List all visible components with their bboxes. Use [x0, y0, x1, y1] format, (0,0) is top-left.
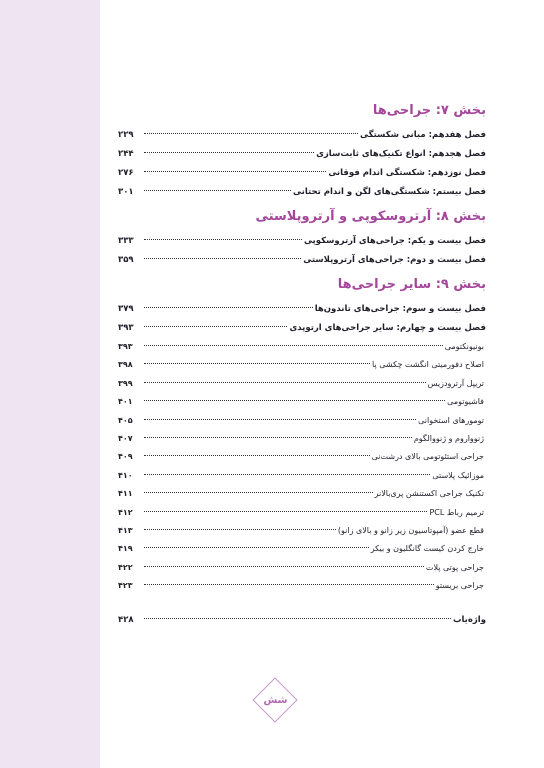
toc-entry-title: فصل نوزدهم: شکستگی اندام فوقانی — [328, 168, 486, 178]
toc-entry-title: فصل بیستم: شکستگی‌های لگن و اندام تحتانی — [293, 187, 486, 197]
dot-leader — [144, 190, 291, 191]
toc-entry-page: ۲۲۹ — [118, 130, 134, 140]
toc-subentry-page: ۴۱۰ — [118, 470, 133, 480]
toc-entry-page: ۳۳۳ — [118, 236, 134, 246]
toc-subentry-title: بونیونکتومی — [444, 342, 484, 351]
toc-subentry-title: ترمیم رباط PCL — [429, 507, 484, 517]
toc-entry-title: فصل بیست و دوم: جراحی‌های آرتروپلاستی — [303, 255, 486, 265]
dot-leader — [144, 419, 416, 420]
toc-subentry[interactable] — [118, 393, 486, 411]
toc-entry[interactable] — [118, 164, 486, 183]
table-of-contents — [118, 100, 486, 630]
toc-entry-page: ۳۷۹ — [118, 304, 134, 314]
toc-entry[interactable] — [118, 232, 486, 251]
toc-subentry-title: جراحی بریستو — [435, 581, 484, 591]
toc-entry[interactable] — [118, 251, 486, 270]
toc-entry-title: فصل هجدهم: انواع تکنیک‌های ثابت‌سازی — [316, 149, 486, 159]
toc-subentry-page: ۴۱۲ — [118, 507, 133, 517]
dot-leader — [144, 566, 424, 567]
dot-leader — [144, 307, 313, 308]
toc-subentry[interactable] — [118, 559, 486, 577]
toc-subentry[interactable] — [118, 504, 486, 522]
toc-subentry-title: جراحی پوتی پلات — [425, 562, 484, 572]
section-heading: بخش ۷: جراحی‌ها — [372, 103, 486, 118]
toc-entry-page: ۲۴۴ — [118, 149, 134, 159]
toc-entry-title: فصل بیست و سوم: جراحی‌های تاندون‌ها — [314, 304, 486, 314]
toc-subentry[interactable] — [118, 356, 486, 374]
dot-leader — [144, 363, 370, 364]
toc-subentry-page: ۴۰۱ — [118, 397, 133, 407]
toc-subentry[interactable] — [118, 375, 486, 393]
toc-subentry[interactable] — [118, 522, 486, 540]
toc-subentry[interactable] — [118, 577, 486, 595]
dot-leader — [144, 547, 369, 548]
toc-subentry-title: قطع عضو (آمپوتاسیون زیر زانو و بالای زانو) — [337, 525, 484, 535]
toc-subentry-page: ۴۱۳ — [118, 525, 133, 535]
dot-leader — [144, 326, 287, 327]
dot-leader — [144, 345, 443, 346]
dot-leader — [144, 133, 358, 134]
toc-entry[interactable] — [118, 145, 486, 164]
toc-subentry-page: ۳۹۸ — [118, 360, 133, 370]
toc-entry-page: ۳۵۹ — [118, 255, 134, 265]
toc-subentry-page: ۴۰۹ — [118, 452, 133, 462]
toc-subentry[interactable] — [118, 448, 486, 466]
toc-entry-title: فصل بیست و یکم: جراحی‌های آرتروسکوپی — [303, 236, 486, 246]
toc-subentry-page: ۳۹۳ — [118, 342, 133, 351]
toc-subentry[interactable] — [118, 430, 486, 448]
toc-subentry-page: ۴۱۱ — [118, 489, 133, 499]
toc-entry[interactable] — [118, 183, 486, 202]
page-number-label: شش — [263, 695, 288, 706]
toc-subentry-title: خارج کردن کیست گانگلیون و بیکر — [370, 544, 484, 554]
toc-subentry[interactable] — [118, 338, 486, 356]
toc-subentry[interactable] — [118, 467, 486, 485]
toc-subentry-page: ۴۲۳ — [118, 581, 133, 591]
toc-entry[interactable] — [118, 126, 486, 145]
dot-leader — [144, 618, 451, 619]
toc-entry-title: واژه‌یاب — [452, 615, 486, 626]
dot-leader — [144, 239, 302, 240]
toc-subentry-page: ۴۰۵ — [118, 415, 133, 425]
toc-subentry[interactable] — [118, 485, 486, 503]
dot-leader — [144, 474, 430, 475]
toc-subentry-page: ۴۲۲ — [118, 562, 133, 572]
toc-subentry[interactable] — [118, 540, 486, 558]
dot-leader — [144, 382, 426, 383]
dot-leader — [144, 455, 370, 456]
toc-subentry-title: اصلاح دفورمیتی انگشت چکشی پا — [372, 360, 484, 370]
dot-leader — [144, 171, 326, 172]
dot-leader — [144, 584, 434, 585]
section-heading: بخش ۹: سایر جراحی‌ها — [337, 277, 486, 292]
toc-subentry-title: تکنیک جراحی اکستنشن پری‌بالانر — [374, 489, 484, 499]
side-decor-strip — [0, 0, 100, 768]
toc-subentry-page: ۴۱۹ — [118, 544, 133, 554]
toc-entry-page: ۲۷۶ — [118, 168, 134, 178]
dot-leader — [144, 511, 427, 512]
dot-leader — [144, 152, 314, 153]
section-heading: بخش ۸: آرتروسکوپی و آرتروپلاستی — [255, 209, 486, 224]
dot-leader — [144, 529, 336, 530]
toc-entry-glossary[interactable] — [118, 611, 486, 630]
toc-entry-page: ۳۹۳ — [118, 323, 134, 333]
toc-subentry-title: تومورهای استخوانی — [418, 415, 484, 425]
toc-subentry-page: ۴۰۷ — [118, 433, 133, 443]
toc-subentry-title: موزائیک پلاستی — [432, 470, 484, 480]
toc-entry-title: فصل بیست و چهارم: سایر جراحی‌های ارتوپدی — [289, 323, 486, 333]
spacer — [118, 595, 486, 611]
toc-subentry-title: تریپل آرترودزیس — [427, 378, 484, 388]
toc-subentry-title: فاشیوتومی — [447, 397, 484, 407]
toc-entry-page: ۴۲۸ — [118, 615, 134, 626]
toc-subentry-title: ژنوواروم و ژنووالگوم — [413, 433, 484, 443]
toc-subentry[interactable] — [118, 412, 486, 430]
dot-leader — [144, 492, 373, 493]
dot-leader — [144, 258, 301, 259]
toc-entry-page: ۳۰۱ — [118, 187, 134, 197]
dot-leader — [144, 400, 445, 401]
toc-subentry-title: جراحی استئوتومی بالای درشت‌نی — [371, 452, 484, 462]
toc-subentry-page: ۳۹۹ — [118, 378, 133, 388]
toc-entry[interactable] — [118, 300, 486, 319]
toc-entry-title: فصل هفدهم: مبانی شکستگی — [360, 130, 486, 140]
toc-entry[interactable] — [118, 319, 486, 338]
dot-leader — [144, 437, 412, 438]
